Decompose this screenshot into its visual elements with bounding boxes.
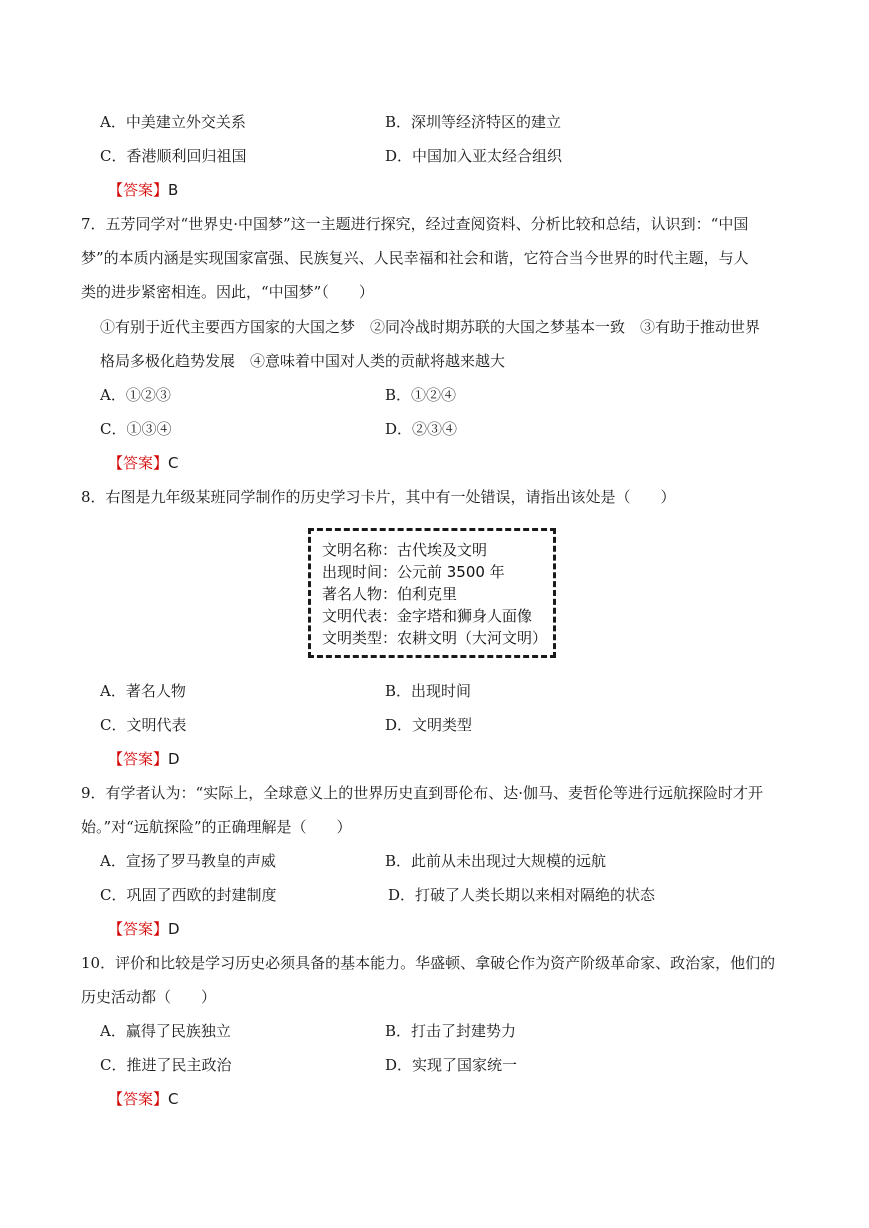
card-row-type: 文明类型：农耕文明（大河文明）: [322, 629, 548, 647]
q9-option-a: A．宣扬了罗马教皇的声威: [100, 852, 276, 870]
q7-option-c: C．①③④: [100, 420, 172, 438]
q8-option-a: A．著名人物: [100, 682, 186, 700]
history-study-card: [308, 528, 556, 658]
q9-stem-line-1: 9．有学者认为：“实际上，全球意义上的世界历史直到哥伦布、达·伽马、麦哲伦等进行远航探险时才开: [81, 784, 763, 802]
q7-option-a: A．①②③: [100, 386, 171, 404]
answer-value: C: [168, 1090, 179, 1108]
q10-stem-line-2: 历史活动都（ ）: [81, 988, 217, 1006]
q8-option-d: D．文明类型: [385, 716, 473, 734]
q6-option-a: A．中美建立外交关系: [100, 113, 246, 131]
q7-stem-line-3: 类的进步紧密相连。因此，“中国梦”（ ）: [81, 283, 374, 301]
q7-statements-line-1: ①有别于近代主要西方国家的大国之梦 ②同冷战时期苏联的大国之梦基本一致 ③有助于推动世界: [100, 318, 761, 336]
q9-answer: [108, 919, 180, 939]
card-row-person: 著名人物：伯利克里: [322, 585, 458, 603]
answer-tag: 【答案】: [108, 750, 169, 768]
q8-answer: [108, 749, 180, 769]
answer-value: D: [168, 920, 180, 938]
answer-tag: 【答案】: [108, 181, 169, 199]
q7-answer: [108, 453, 179, 473]
q10-option-a: A．赢得了民族独立: [100, 1022, 231, 1040]
answer-tag: 【答案】: [108, 920, 169, 938]
card-row-time: 出现时间：公元前 3500 年: [322, 563, 505, 581]
q8-option-c: C．文明代表: [100, 716, 187, 734]
answer-value: D: [168, 750, 180, 768]
card-row-representative: 文明代表：金字塔和狮身人面像: [322, 607, 533, 625]
q7-option-b: B．①②④: [385, 386, 457, 404]
q10-option-d: D．实现了国家统一: [385, 1056, 518, 1074]
q10-answer: [108, 1089, 179, 1109]
q7-stem-line-2: 梦”的本质内涵是实现国家富强、民族复兴、人民幸福和社会和谐，它符合当今世界的时代主题，与人: [81, 249, 749, 267]
q7-stem-line-1: 7．五芳同学对“世界史·中国梦”这一主题进行探究，经过查阅资料、分析比较和总结，认识到：“中国: [81, 215, 749, 233]
answer-tag: 【答案】: [108, 454, 169, 472]
q9-stem-line-2: 始。”对“远航探险”的正确理解是（ ）: [81, 818, 352, 836]
q10-stem-line-1: 10．评价和比较是学习历史必须具备的基本能力。华盛顿、拿破仑作为资产阶级革命家、政治家，他们的: [81, 954, 776, 972]
q8-option-b: B．出现时间: [385, 682, 472, 700]
q6-option-b: B．深圳等经济特区的建立: [385, 113, 562, 131]
answer-tag: 【答案】: [108, 1090, 169, 1108]
q10-option-b: B．打击了封建势力: [385, 1022, 517, 1040]
q6-option-c: C．香港顺利回归祖国: [100, 147, 247, 165]
q10-option-c: C．推进了民主政治: [100, 1056, 232, 1074]
q6-option-d: D．中国加入亚太经合组织: [385, 147, 563, 165]
q9-option-b: B．此前从未出现过大规模的远航: [385, 852, 607, 870]
q9-option-c: C．巩固了西欧的封建制度: [100, 886, 277, 904]
q8-stem: 8．右图是九年级某班同学制作的历史学习卡片，其中有一处错误，请指出该处是（ ）: [81, 488, 676, 506]
q7-statements-line-2: 格局多极化趋势发展 ④意味着中国对人类的贡献将越来越大: [100, 352, 506, 370]
card-row-name: 文明名称：古代埃及文明: [322, 541, 488, 559]
q9-option-d: D．打破了人类长期以来相对隔绝的状态: [388, 886, 656, 904]
q7-option-d: D．②③④: [385, 420, 458, 438]
q6-answer: [108, 180, 178, 200]
answer-value: C: [168, 454, 179, 472]
answer-value: B: [168, 181, 179, 199]
